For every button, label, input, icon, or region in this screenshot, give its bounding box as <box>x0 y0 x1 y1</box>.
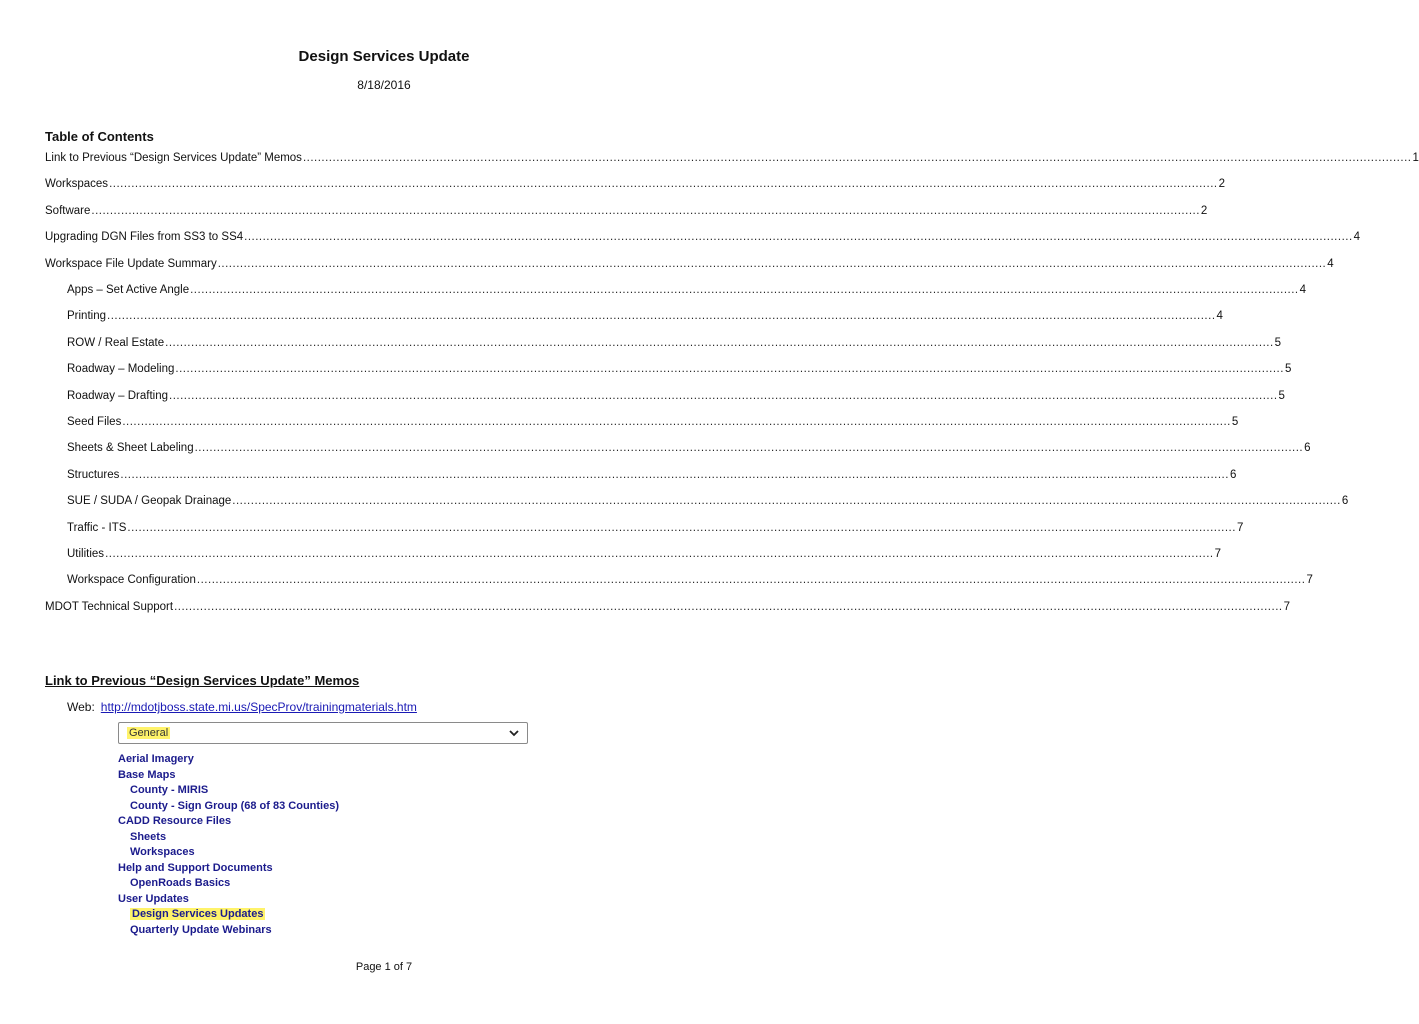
tree-category[interactable] <box>118 814 231 828</box>
toc-leader-dots: ............................................................................................................................................................................................................................................................................................................ <box>190 284 1299 296</box>
toc-leader-dots: ............................................................................................................................................................................................................................................................................................................ <box>107 310 1216 323</box>
tree-item-label: CADD Resource Files <box>118 815 232 827</box>
toc-entry-title: MDOT Technical Support <box>45 600 174 613</box>
tree-category[interactable] <box>118 752 194 766</box>
toc-entry[interactable] <box>67 468 1237 487</box>
toc-leader-dots: ............................................................................................................................................................................................................................................................................................................ <box>91 204 1200 217</box>
tree-link[interactable] <box>130 876 230 890</box>
toc-entry-title: Workspace Configuration <box>67 574 196 587</box>
toc-entry-page: 1 <box>1412 152 1419 164</box>
toc-entry[interactable] <box>67 416 1239 434</box>
toc-entry-page: 6 <box>1304 442 1311 455</box>
toc-entry-title: Roadway – Modeling <box>67 363 175 376</box>
toc-entry-page: 2 <box>1218 178 1225 191</box>
toc-leader-dots: ............................................................................................................................................................................................................................................................................................................ <box>174 600 1283 613</box>
toc-leader-dots: ............................................................................................................................................................................................................................................................................................................ <box>105 548 1214 560</box>
chevron-down-icon <box>509 728 519 738</box>
category-select[interactable] <box>118 722 528 744</box>
toc-leader-dots: ............................................................................................................................................................................................................................................................................................................ <box>122 416 1231 428</box>
toc-entry-title: Utilities <box>67 548 105 560</box>
document-title: Design Services Update <box>298 48 470 65</box>
toc-leader-dots: ............................................................................................................................................................................................................................................................................................................ <box>175 363 1284 376</box>
toc-entry-page: 4 <box>1216 310 1223 323</box>
toc-entry[interactable] <box>45 204 1208 223</box>
tree-item-label: Aerial Imagery <box>118 753 194 765</box>
tree-item-label: OpenRoads Basics <box>130 877 231 889</box>
toc-leader-dots: ............................................................................................................................................................................................................................................................................................................ <box>302 152 1412 164</box>
toc-entry-page: 4 <box>1299 284 1307 296</box>
tree-item-label: Base Maps <box>118 768 176 781</box>
page-footer: Page 1 of 7 <box>355 961 413 973</box>
tree-link[interactable] <box>130 923 272 937</box>
toc-entry[interactable] <box>67 495 1349 513</box>
toc-heading: Table of Contents <box>45 129 154 144</box>
toc-leader-dots: ............................................................................................................................................................................................................................................................................................................ <box>169 389 1278 402</box>
tree-item-label: County - Sign Group (68 of 83 Counties) <box>130 799 339 812</box>
section-heading: Link to Previous “Design Services Update” Memos <box>45 673 360 688</box>
toc-entry-page: 5 <box>1284 363 1292 376</box>
tree-category[interactable] <box>118 768 175 782</box>
toc-entry-title: Traffic - ITS <box>67 521 127 534</box>
toc-entry-title: Sheets & Sheet Labeling <box>67 442 194 455</box>
toc-entry[interactable] <box>67 336 1282 355</box>
toc-entry-page: 7 <box>1306 574 1313 587</box>
toc-entry-title: Seed Files <box>67 416 122 428</box>
tree-link[interactable] <box>130 783 208 797</box>
toc-entry-title: Link to Previous “Design Services Update” Memos <box>45 152 302 164</box>
toc-entry[interactable] <box>45 231 1361 249</box>
tree-item-label: Help and Support Documents <box>118 861 273 874</box>
document-date: 8/18/2016 <box>357 78 411 92</box>
tree-link[interactable] <box>130 830 166 844</box>
toc-entry-page: 2 <box>1200 204 1208 217</box>
toc-leader-dots: ............................................................................................................................................................................................................................................................................................................ <box>165 336 1274 349</box>
toc-entry-page: 4 <box>1353 231 1361 244</box>
toc-entry[interactable] <box>67 284 1307 302</box>
toc-entry-page: 6 <box>1229 468 1237 481</box>
tree-category[interactable] <box>118 892 189 906</box>
toc-entry[interactable] <box>45 178 1225 196</box>
toc-entry-title: Roadway – Drafting <box>67 389 168 402</box>
embedded-screenshot <box>112 722 532 942</box>
tree-link[interactable] <box>130 845 195 859</box>
toc-entry-title: Upgrading DGN Files from SS3 to SS4 <box>45 231 244 244</box>
toc-entry[interactable] <box>67 521 1244 540</box>
toc-entry-title: Printing <box>67 310 106 323</box>
toc-entry-title: Apps – Set Active Angle <box>67 284 190 296</box>
toc-entry-page: 5 <box>1278 389 1285 402</box>
toc-entry-title: Workspace File Update Summary <box>45 257 217 270</box>
toc-leader-dots: ............................................................................................................................................................................................................................................................................................................ <box>120 468 1229 481</box>
toc-leader-dots: ............................................................................................................................................................................................................................................................................................................ <box>194 442 1304 455</box>
toc-entry-page: 5 <box>1274 336 1282 349</box>
toc-leader-dots: ............................................................................................................................................................................................................................................................................................................ <box>232 495 1341 508</box>
toc-entry-title: SUE / SUDA / Geopak Drainage <box>67 495 232 508</box>
toc-entry[interactable] <box>67 548 1221 566</box>
web-link-row <box>67 700 417 714</box>
tree-item-label: County - MIRIS <box>130 784 209 796</box>
toc-entry[interactable] <box>67 442 1311 460</box>
web-link[interactable]: http://mdotjboss.state.mi.us/SpecProv/trainingmaterials.htm <box>100 700 417 714</box>
toc-leader-dots: ............................................................................................................................................................................................................................................................................................................ <box>127 521 1236 534</box>
toc-leader-dots: ............................................................................................................................................................................................................................................................................................................ <box>109 178 1218 191</box>
toc-entry[interactable] <box>67 310 1223 328</box>
toc-leader-dots: ............................................................................................................................................................................................................................................................................................................ <box>196 574 1306 587</box>
toc-entry-page: 6 <box>1341 495 1349 508</box>
toc-entry[interactable] <box>45 600 1290 619</box>
tree-item-label: Workspaces <box>130 846 195 858</box>
toc-entry-page: 7 <box>1283 600 1290 613</box>
toc-entry[interactable] <box>67 574 1313 592</box>
toc-entry[interactable] <box>67 363 1292 381</box>
tree-category[interactable] <box>118 861 273 875</box>
tree-link[interactable] <box>130 907 265 921</box>
category-select-value: General <box>129 727 169 739</box>
toc-entry[interactable] <box>67 389 1285 408</box>
toc-entry[interactable] <box>45 152 1419 170</box>
tree-item-label: Sheets <box>130 830 167 843</box>
toc-entry-page: 7 <box>1236 521 1244 534</box>
tree-item-label: Quarterly Update Webinars <box>130 923 272 936</box>
toc-entry[interactable] <box>45 257 1334 276</box>
toc-entry-title: ROW / Real Estate <box>67 336 165 349</box>
tree-item-label: Design Services Updates <box>132 908 264 920</box>
toc-leader-dots: ............................................................................................................................................................................................................................................................................................................ <box>217 257 1327 270</box>
toc-entry-title: Software <box>45 204 91 217</box>
tree-item-label: User Updates <box>118 892 189 905</box>
toc-entry-page: 5 <box>1231 416 1239 428</box>
toc-entry-title: Workspaces <box>45 178 109 191</box>
toc-leader-dots: ............................................................................................................................................................................................................................................................................................................ <box>244 231 1353 244</box>
toc-entry-page: 7 <box>1214 548 1221 560</box>
web-label: Web: <box>67 700 95 714</box>
toc-entry-title: Structures <box>67 468 120 481</box>
toc-entry-page: 4 <box>1327 257 1334 270</box>
tree-link[interactable] <box>130 799 339 813</box>
